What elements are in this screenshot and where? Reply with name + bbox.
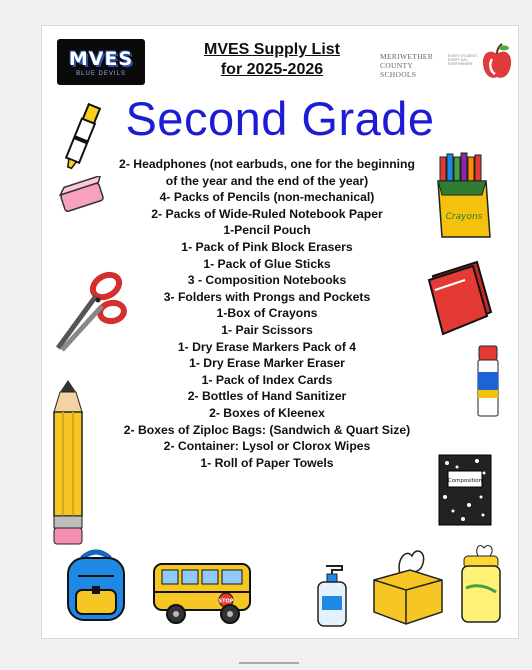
page-title [172, 40, 372, 80]
supply-item: of the year and the end of the year) [165, 173, 369, 188]
supply-item: 1- Pack of Index Cards [201, 372, 333, 387]
folder-icon [425, 258, 497, 340]
supply-item: 2- Headphones (not earbuds, one for the beginning [119, 157, 415, 171]
mves-logo-subtext: BLUE DEVILS [76, 70, 126, 77]
supply-item: 2- Boxes of Ziploc Bags: (Sandwich & Quart Size) [123, 422, 411, 437]
supply-item: 2- Packs of Wide-Ruled Notebook Paper [151, 206, 383, 221]
title-line-1: MVES Supply List [203, 41, 340, 58]
scroll-indicator[interactable] [239, 662, 299, 664]
glue-stick-icon [474, 344, 502, 420]
supply-list-page [41, 25, 519, 639]
mves-logo [57, 39, 145, 85]
district-logo [380, 42, 510, 86]
title-line-2: for 2025-2026 [220, 61, 324, 78]
backpack-icon [56, 546, 136, 626]
crayons-label: Crayons [445, 212, 483, 222]
hand-sanitizer-icon [312, 562, 352, 628]
supply-list [92, 156, 442, 471]
supply-item: 3- Folders with Prongs and Pockets [163, 289, 371, 304]
supply-item: 1- Dry Erase Markers Pack of 4 [177, 339, 357, 354]
mves-logo-text: MVES [68, 47, 134, 70]
supply-item: 2- Boxes of Kleenex [209, 405, 325, 420]
apple-icon [481, 42, 513, 82]
supply-item: 1- Pack of Glue Sticks [203, 256, 331, 271]
supply-item: 2- Bottles of Hand Sanitizer [187, 389, 347, 404]
district-tagline: EVERY STUDENT, EVERY DAY, EVERYWHERE [448, 54, 478, 67]
supply-item: 1- Dry Erase Marker Eraser [189, 356, 345, 371]
district-name-line-1: MERIWETHER [380, 52, 433, 61]
school-bus-icon [150, 558, 262, 626]
pencil-icon [46, 378, 90, 550]
supply-item: 2- Container: Lysol or Clorox Wipes [163, 439, 371, 454]
marker-icon [62, 98, 102, 176]
supply-item: 1- Pair Scissors [221, 322, 313, 337]
supply-item: 1- Roll of Paper Towels [200, 455, 334, 470]
tissue-box-icon [370, 544, 446, 626]
notebook-label: Composition [447, 478, 483, 484]
bus-stop-sign: STOP [218, 598, 234, 605]
supply-item: 4- Packs of Pencils (non-mechanical) [159, 190, 375, 205]
crayons-box-icon [434, 151, 494, 239]
supply-item: 1-Pencil Pouch [223, 223, 311, 238]
eraser-icon [58, 176, 108, 218]
scissors-icon [48, 264, 130, 356]
composition-notebook-icon [437, 453, 493, 527]
grade-title: Second Grade [125, 92, 435, 145]
district-name-line-2: COUNTY SCHOOLS [380, 61, 417, 79]
wipes-container-icon [456, 542, 506, 626]
supply-item: 1-Box of Crayons [216, 306, 318, 321]
supply-item: 1- Pack of Pink Block Erasers [181, 239, 353, 254]
supply-item: 3 - Composition Notebooks [187, 273, 347, 288]
